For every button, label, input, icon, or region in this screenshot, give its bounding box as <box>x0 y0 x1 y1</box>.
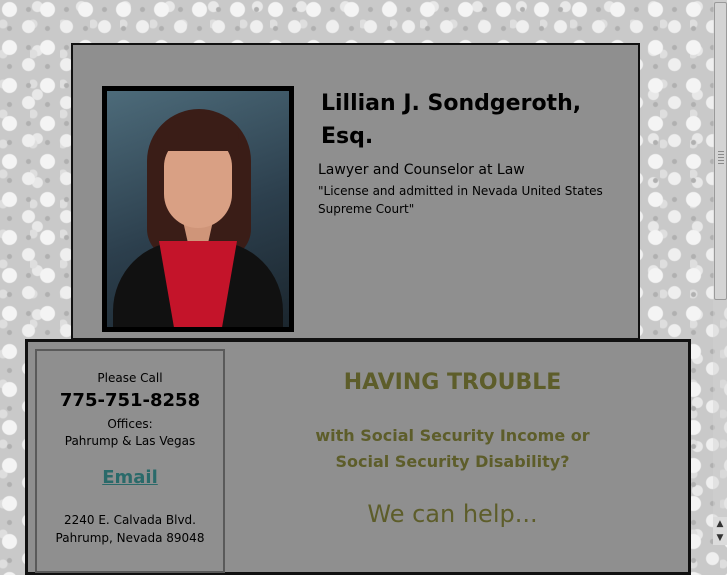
vertical-scrollbar[interactable] <box>713 0 727 545</box>
attorney-portrait <box>107 91 289 327</box>
promo-question-line-1: with Social Security Income or <box>315 426 590 445</box>
promo-question-line-2: Social Security Disability? <box>335 452 570 471</box>
attorney-name: Lillian J. Sondgeroth, Esq. <box>321 91 582 149</box>
header-panel <box>71 43 640 340</box>
scrollbar-thumb[interactable] <box>714 2 727 300</box>
portrait-frame <box>102 86 294 332</box>
scroll-up-arrow-icon[interactable]: ▲ <box>713 517 727 531</box>
promo-headline: HAVING TROUBLE <box>343 370 562 395</box>
phone-number: 775-751-8258 <box>59 390 201 411</box>
license-statement: "License and admitted in Nevada United States Supreme Court" <box>318 184 603 216</box>
call-label: Please Call <box>97 371 163 385</box>
scroll-down-arrow-icon[interactable]: ▼ <box>713 531 727 545</box>
address-city: Pahrump, Nevada 89048 <box>55 531 205 545</box>
practice-subtitle: Lawyer and Counselor at Law <box>318 162 525 178</box>
promo-help-text: We can help... <box>367 500 538 528</box>
main-panel <box>25 339 691 575</box>
email-link[interactable]: Email <box>102 467 158 488</box>
portrait-bangs <box>157 117 239 151</box>
offices-label: Offices: <box>107 417 153 431</box>
scrollbar-grip-icon <box>718 151 724 165</box>
contact-box <box>35 349 225 573</box>
office-locations: Pahrump & Las Vegas <box>64 434 196 448</box>
address-street: 2240 E. Calvada Blvd. <box>64 513 196 527</box>
